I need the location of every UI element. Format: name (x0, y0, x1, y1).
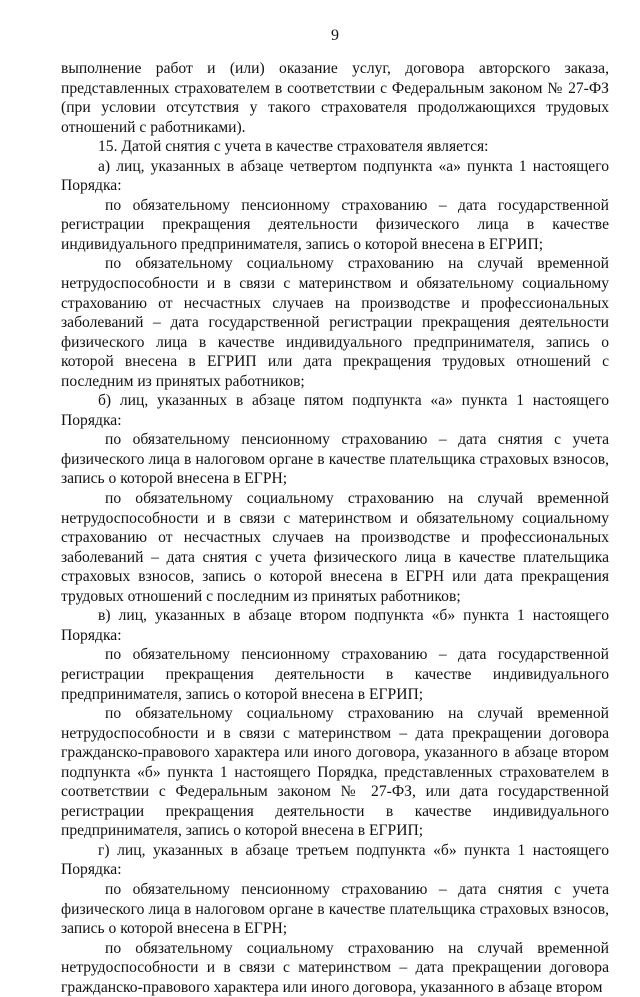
paragraph: по обязательному социальному страхованию на случай временной нетрудоспособности и в связи с материнством и обязательному социальному страхованию от несчастных случаев на производстве и профессиональных заболеваний – дата государственной регистрации прекращения деятельности физического лица в качестве индивидуального предпринимателя, запись о которой внесена в ЕГРИП или дата прекращения трудовых отношений с последним из принятых работников; (61, 255, 609, 390)
paragraph: по обязательному пенсионному страхованию – дата снятия с учета физического лица в налоговом органе в качестве плательщика страховых взносов, запись о которой внесена в ЕГРН; (61, 880, 609, 938)
paragraph: выполнение работ и (или) оказание услуг, договора авторского заказа, представленных страхователем в соответствии с Федеральным законом № 27-ФЗ (при условии отсутствия у такого страхователя продолжающихся трудовых отношений с работниками). (61, 60, 609, 136)
paragraph: по обязательному социальному страхованию на случай временной нетрудоспособности и в связи с материнством – дата прекращении договора гражданско-правового характера или иного договора, указанного в абзаце втором (61, 939, 609, 996)
page-number: 9 (331, 27, 339, 44)
paragraph: по обязательному социальному страхованию на случай временной нетрудоспособности и в связи с материнством – дата прекращении договора гражданско-правового характера или иного договора, указанного в абзаце втором подпункта «б» пункта 1 настоящего Порядка, представленных страхователем в соответствии с Федеральным законом № 27-ФЗ, или дата государственной регистрации прекращения деятельности в качестве индивидуального предпринимателя, запись о которой внесена в ЕГРИП; (61, 705, 609, 840)
document-body (61, 59, 609, 997)
paragraph: г) лиц, указанных в абзаце третьем подпункта «б» пункта 1 настоящего Порядка: (61, 841, 609, 879)
paragraph: б) лиц, указанных в абзаце пятом подпункта «а» пункта 1 настоящего Порядка: (61, 392, 609, 429)
paragraph: а) лиц, указанных в абзаце четвертом подпункта «а» пункта 1 настоящего Порядка: (61, 157, 609, 195)
paragraph: по обязательному пенсионному страхованию – дата государственной регистрации прекращения деятельности в качестве индивидуального предпринимателя, запись о которой внесена в ЕГРИП; (61, 646, 609, 703)
paragraph: в) лиц, указанных в абзаце втором подпункта «б» пункта 1 настоящего Порядка: (61, 607, 609, 644)
paragraph: 15. Датой снятия с учета в качестве страхователя является: (98, 138, 489, 156)
paragraph: по обязательному социальному страхованию на случай временной нетрудоспособности и в связи с материнством и обязательному социальному страхованию от несчастных случаев на производстве и профессиональных заболеваний – дата снятия с учета физического лица в качестве плательщика страховых взносов, запись о которой внесена в ЕГРН или дата прекращения трудовых отношений с последним из принятых работников; (61, 490, 609, 605)
paragraph: по обязательному пенсионному страхованию – дата государственной регистрации прекращения деятельности физического лица в качестве индивидуального предпринимателя, запись о которой внесена в ЕГРИП; (61, 196, 609, 253)
paragraph: по обязательному пенсионному страхованию – дата снятия с учета физического лица в налоговом органе в качестве плательщика страховых взносов, запись о которой внесена в ЕГРН; (61, 431, 609, 488)
